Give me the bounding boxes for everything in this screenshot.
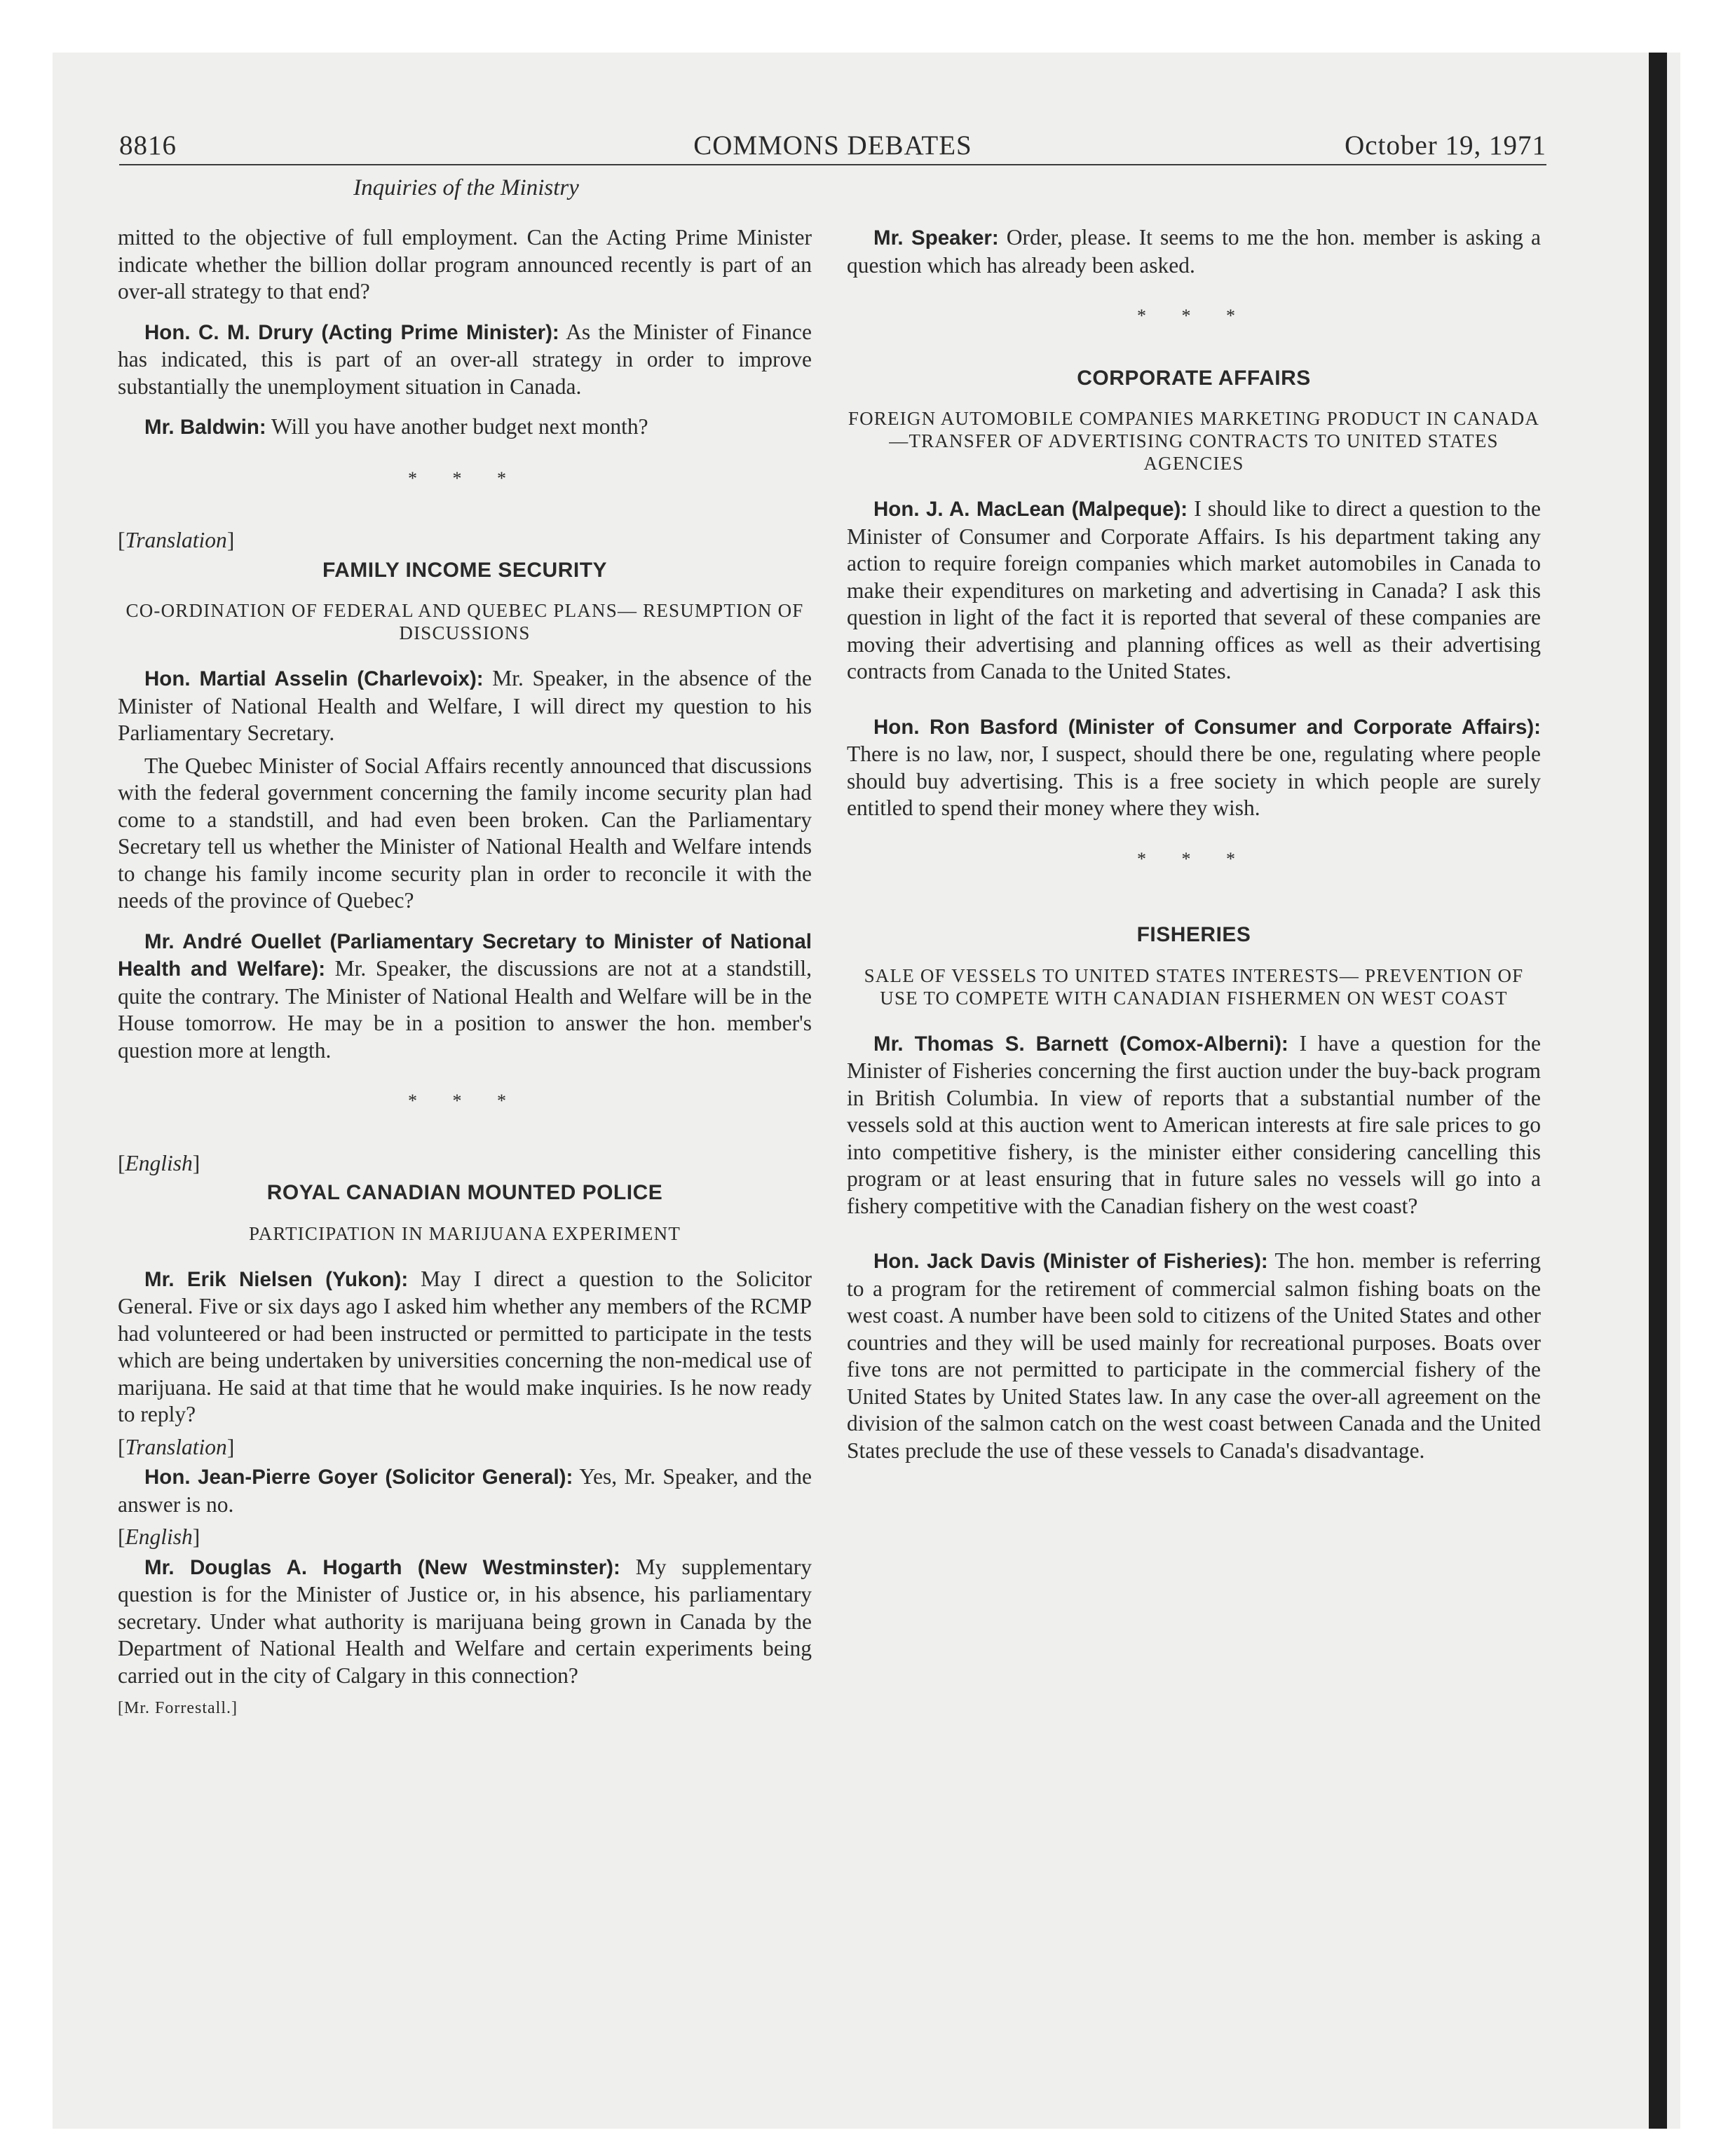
speaker-name: Hon. C. M. Drury (Acting Prime Minister): xyxy=(144,320,559,344)
publication-date: October 19, 1971 xyxy=(1345,130,1546,161)
publication-title: COMMONS DEBATES xyxy=(693,130,972,161)
paragraph xyxy=(847,496,1541,685)
speech-text: Will you have another budget next month? xyxy=(266,414,648,439)
speech-text: My supplementary question is for the Minister of Justice or, in his absence, his parliamentary secretary. Under what authority is marijuana being grown in Canada by the Department of National Health and Welfare and certain experiments being carried out in the city of Calgary in this connection? xyxy=(118,1554,812,1688)
right-column xyxy=(847,224,1541,1478)
section-heading: FISHERIES xyxy=(1136,923,1251,946)
speech-text: May I direct a question to the Solicitor General. Five or six days ago I asked him whether any members of the RCMP had volunteered or had been instructed or permitted to participate in the tests which are being undertaken by universities concerning the non-medical use of marijuana. He said at that time that he would make inquiries. Is he now ready to reply? xyxy=(118,1266,812,1426)
speech-text: I have a question for the Minister of Fisheries concerning the first auction under the buy-back program in British Columbia. In view of reports that a substantial number of the vessels sold at this auction went to American interests at fire sale prices to go into competitive fishery, is the minister either considering cancelling this program or at least ensuring that in future sales no vessels will go into a fishery competitive with the Canadian fishery on the west coast? xyxy=(847,1030,1542,1218)
paragraph xyxy=(118,665,812,747)
page-number: 8816 xyxy=(119,130,177,161)
paragraph: The Quebec Minister of Social Affairs recently announced that discussions with the federal government concerning the family income security plan had come to a standstill, and had even been broken. Can the Parliamentary Secretary tell us whether the Minister of National Health and Welfare intends to change his family income security plan in order to reconcile it with the needs of the province of Quebec? xyxy=(118,753,812,913)
subsection-heading: FOREIGN AUTOMOBILE COMPANIES MARKETING PRODUCT IN CANADA—TRANSFER OF ADVERTISING CONTRACTS TO UNITED STATES AGENCIES xyxy=(848,408,1540,474)
speech-text: The hon. member is referring to a program for the retirement of commercial salmon fishing boats on the west coast. A number have been sold to citizens of the United States and other countries and they will be used mainly for recreational purposes. Boats over five tons are not permitted to participate in the commercial fishery of the United States by United States law. In any case the over-all agreement on the division of the salmon catch on the west coast between Canada and the United States preclude the use of these vessels to Canada's disadvantage. xyxy=(847,1248,1541,1463)
footnote: [Mr. Forrestall.] xyxy=(118,1699,238,1717)
paragraph xyxy=(847,714,1541,822)
speaker-name: Mr. Thomas S. Barnett (Comox-Alberni): xyxy=(873,1032,1288,1056)
page-header xyxy=(119,132,1546,165)
speech-text: Mr. Speaker, in the absence of the Minister of National Health and Welfare, I will direct my question to his Parliamentary Secretary. xyxy=(118,666,812,745)
language-marker: [English] xyxy=(118,1524,200,1549)
speech-text: Mr. Speaker, the discussions are not at a standstill, quite the contrary. The Minister of National Health and Welfare will be in the House tomorrow. He may be in a position to answer the hon. member's question more at length. xyxy=(118,956,812,1063)
speaker-name: Hon. J. A. MacLean (Malpeque): xyxy=(873,498,1188,521)
subsection-heading: PARTICIPATION IN MARIJUANA EXPERIMENT xyxy=(248,1222,681,1244)
section-separator: * * * xyxy=(1137,306,1251,326)
speaker-name: Mr. Erik Nielsen (Yukon): xyxy=(144,1267,409,1291)
running-head: Inquiries of the Ministry xyxy=(353,175,579,200)
speaker-name: Mr. Baldwin: xyxy=(144,416,266,439)
paragraph: mitted to the objective of full employment. Can the Acting Prime Minister indicate whether the billion dollar program announced recently is part of an over-all strategy to that end? xyxy=(118,225,812,303)
section-heading: CORPORATE AFFAIRS xyxy=(1077,366,1311,390)
speaker-name: Hon. Martial Asselin (Charlevoix): xyxy=(144,667,484,690)
speaker-name: Mr. Speaker: xyxy=(873,226,999,250)
section-heading: ROYAL CANADIAN MOUNTED POLICE xyxy=(266,1181,663,1204)
speech-text: There is no law, nor, I suspect, should there be one, regulating where people should buy advertising. This is a free society in which people are surely entitled to spend their money where they wish. xyxy=(847,742,1541,820)
paragraph xyxy=(847,1030,1541,1220)
section-separator: * * * xyxy=(408,468,522,489)
language-marker: [English] xyxy=(118,1150,200,1175)
scan-edge-shadow xyxy=(1649,53,1667,2129)
paragraph xyxy=(847,224,1541,279)
section-heading: FAMILY INCOME SECURITY xyxy=(322,558,608,582)
speaker-name: Hon. Ron Basford (Minister of Consumer and Corporate Affairs): xyxy=(873,715,1541,739)
language-marker: [Translation] xyxy=(118,1434,235,1459)
speech-text: As the Minister of Finance has indicated, this is part of an over-all strategy in order to improve substantially the unemployment situation in Canada. xyxy=(118,319,812,399)
speaker-name: Hon. Jean-Pierre Goyer (Solicitor General): xyxy=(144,1466,573,1489)
paragraph xyxy=(118,928,812,1065)
subsection-heading: CO-ORDINATION OF FEDERAL AND QUEBEC PLANS— RESUMPTION OF DISCUSSIONS xyxy=(125,600,804,643)
left-column xyxy=(118,224,812,1722)
paragraph xyxy=(847,1248,1541,1464)
section-separator: * * * xyxy=(1137,848,1251,869)
speech-text: I should like to direct a question to the Minister of Consumer and Corporate Affairs. Is his department taking any action to require foreign companies which market automobiles in Canada to make their expenditures on marketing and advertising in Canada? I ask this question in light of the fact it is reported that several of these companies are moving their advertising and planning offices as well as their advertising contracts from Canada to the United States. xyxy=(847,496,1542,683)
paragraph xyxy=(118,1554,812,1690)
speaker-name: Mr. Douglas A. Hogarth (New Westminster): xyxy=(144,1555,620,1579)
paragraph xyxy=(118,414,812,442)
language-marker: [Translation] xyxy=(118,528,235,552)
speaker-name: Mr. André Ouellet (Parliamentary Secretary to Minister of National Health and Welfare): xyxy=(118,929,812,981)
section-separator: * * * xyxy=(408,1091,522,1111)
speech-text: Yes, Mr. Speaker, and the answer is no. xyxy=(118,1464,812,1517)
subsection-heading: SALE OF VESSELS TO UNITED STATES INTERESTS— PREVENTION OF USE TO COMPETE WITH CANADIAN FISHERMEN ON WEST COAST xyxy=(864,964,1524,1009)
speech-text: Order, please. It seems to me the hon. member is asking a question which has already been asked. xyxy=(847,225,1541,278)
paragraph xyxy=(118,319,812,401)
paragraph xyxy=(118,1266,812,1428)
paragraph xyxy=(118,1464,812,1518)
speaker-name: Hon. Jack Davis (Minister of Fisheries): xyxy=(873,1250,1268,1273)
